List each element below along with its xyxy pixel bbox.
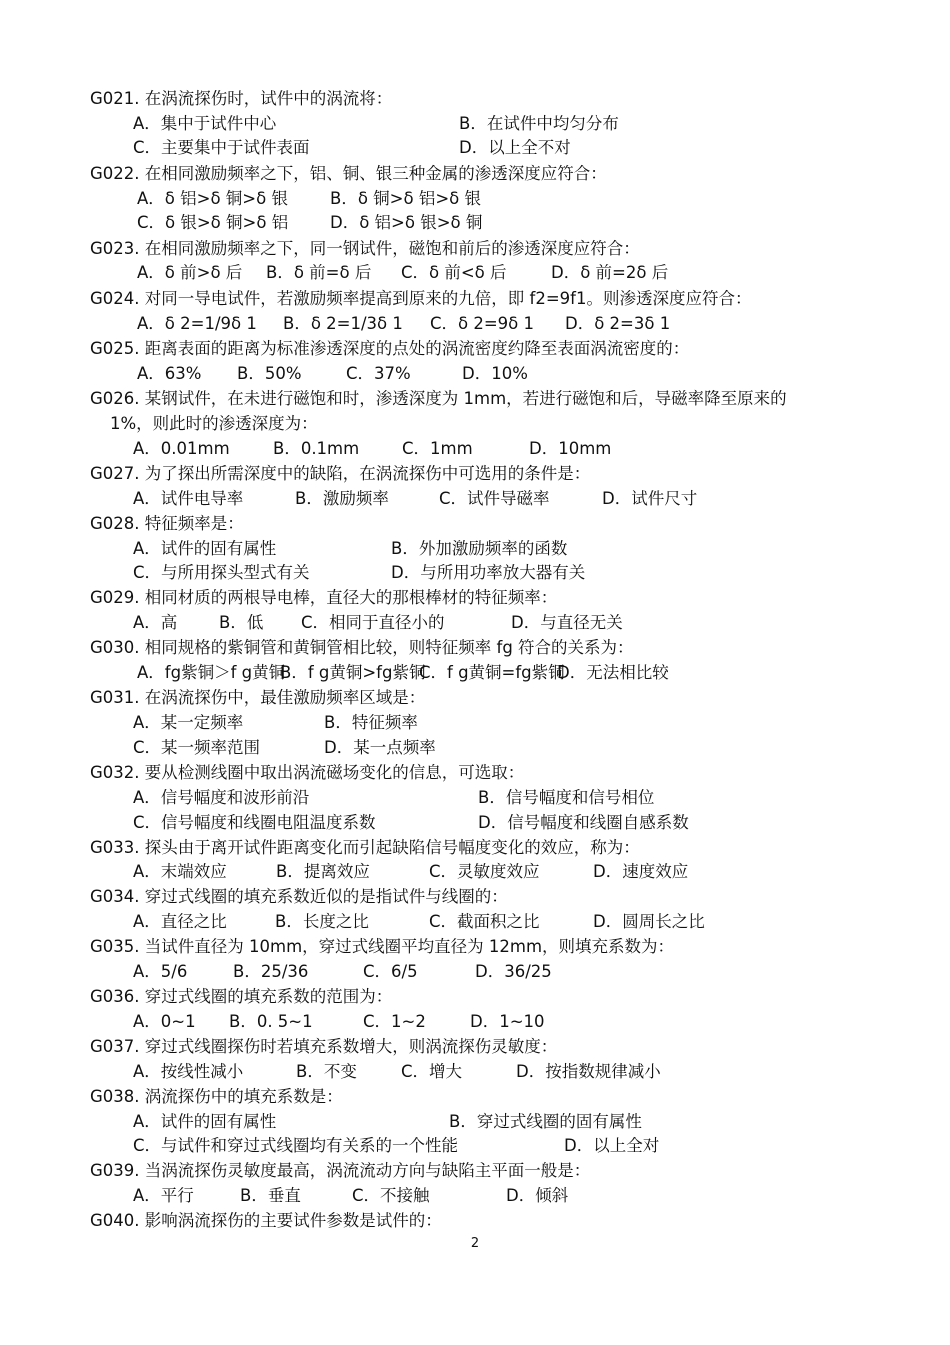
option-a: A．集中于试件中心 xyxy=(133,114,277,133)
option-c: C．截面积之比 xyxy=(429,912,540,931)
page-number: 2 xyxy=(470,1236,480,1251)
option-b: B．δ 2=1/3δ 1 xyxy=(283,314,403,333)
option-c: C．灵敏度效应 xyxy=(429,862,540,881)
question-g029: G029. 相同材质的两根导电棒，直径大的那根棒材的特征频率： xyxy=(90,588,558,607)
option-a: A．某一定频率 xyxy=(133,713,244,732)
option-b: B．垂直 xyxy=(240,1186,301,1205)
option-d: D．δ 前=2δ 后 xyxy=(551,263,669,282)
option-d: D．与所用功率放大器有关 xyxy=(391,563,586,582)
option-b: B．特征频率 xyxy=(324,713,418,732)
option-c: C．与试件和穿过式线圈均有关系的一个性能 xyxy=(133,1136,459,1155)
option-d: D．速度效应 xyxy=(593,862,689,881)
option-a: A．试件电导率 xyxy=(133,489,244,508)
question-g035: G035. 当试件直径为 10mm，穿过式线圈平均直径为 12mm，则填充系数为： xyxy=(90,937,675,956)
option-c: C．1mm xyxy=(402,439,473,458)
option-a: A．试件的固有属性 xyxy=(133,539,277,558)
option-b: B．外加激励频率的函数 xyxy=(391,539,568,558)
question-g024: G024. 对同一导电试件，若激励频率提高到原来的九倍，即 f2=9f1。则渗透深度应符合： xyxy=(90,289,752,308)
option-d: D．倾斜 xyxy=(506,1186,569,1205)
question-g031: G031. 在涡流探伤中，最佳激励频率区域是： xyxy=(90,688,426,707)
option-a: A．0.01mm xyxy=(133,439,230,458)
question-g026: G026. 某钢试件，在未进行磁饱和时，渗透深度为 1mm，若进行磁饱和后，导磁率降至原来的 xyxy=(90,389,787,408)
option-b: B．信号幅度和信号相位 xyxy=(478,788,655,807)
option-b: B．穿过式线圈的固有属性 xyxy=(449,1112,642,1131)
option-b: B．δ 铜>δ 铝>δ 银 xyxy=(330,189,481,208)
option-a: A．高 xyxy=(133,613,178,632)
option-d: D．δ 2=3δ 1 xyxy=(565,314,671,333)
option-d: D．10mm xyxy=(529,439,612,458)
option-d: D．某一点频率 xyxy=(324,738,436,757)
option-b: B．激励频率 xyxy=(295,489,389,508)
question-g021: G021. 在涡流探伤时，试件中的涡流将： xyxy=(90,89,393,108)
option-d: D．无法相比较 xyxy=(557,663,669,682)
option-d: D．10% xyxy=(462,364,528,383)
question-g038: G038. 涡流探伤中的填充系数是： xyxy=(90,1087,343,1106)
option-a: A．信号幅度和波形前沿 xyxy=(133,788,310,807)
option-c: C．相同于直径小的 xyxy=(301,613,445,632)
option-d: D．试件尺寸 xyxy=(602,489,698,508)
option-d: D．δ 铝>δ 银>δ 铜 xyxy=(330,213,483,232)
question-g025: G025. 距离表面的距离为标准渗透深度的点处的涡流密度约降至表面涡流密度的： xyxy=(90,339,690,358)
option-c: C．试件导磁率 xyxy=(439,489,550,508)
option-d: D．按指数规律减小 xyxy=(516,1062,661,1081)
option-c: C．某一频率范围 xyxy=(133,738,261,757)
question-g026-continued: 1%，则此时的渗透深度为： xyxy=(110,414,318,433)
option-a: A．δ 铝>δ 铜>δ 银 xyxy=(137,189,288,208)
option-c: C．δ 银>δ 铜>δ 铝 xyxy=(137,213,289,232)
option-b: B．25/36 xyxy=(233,962,309,981)
option-d: D．1~10 xyxy=(470,1012,545,1031)
option-d: D．信号幅度和线圈自感系数 xyxy=(478,813,689,832)
option-b: B．50% xyxy=(237,364,302,383)
question-g028: G028. 特征频率是： xyxy=(90,514,244,533)
question-g036: G036. 穿过式线圈的填充系数的范围为： xyxy=(90,987,393,1006)
option-d: D．以上全不对 xyxy=(459,138,571,157)
option-c: C．主要集中于试件表面 xyxy=(133,138,310,157)
option-b: B．不变 xyxy=(296,1062,357,1081)
option-b: B．δ 前=δ 后 xyxy=(266,263,372,282)
option-a: A．5/6 xyxy=(133,962,188,981)
option-c: C．δ 2=9δ 1 xyxy=(430,314,535,333)
option-c: C．不接触 xyxy=(352,1186,430,1205)
option-c: C．6/5 xyxy=(363,962,418,981)
option-a: A．按线性减小 xyxy=(133,1062,244,1081)
option-c: C．与所用探头型式有关 xyxy=(133,563,310,582)
option-a: A．δ 2=1/9δ 1 xyxy=(137,314,257,333)
option-b: B．0. 5~1 xyxy=(229,1012,313,1031)
option-c: C．δ 前<δ 后 xyxy=(401,263,507,282)
question-g023: G023. 在相同激励频率之下，同一钢试件，磁饱和前后的渗透深度应符合： xyxy=(90,239,640,258)
option-a: A．δ 前>δ 后 xyxy=(137,263,243,282)
option-a: A．fg紫铜＞f g黄铜 xyxy=(137,663,286,682)
question-g032: G032. 要从检测线圈中取出涡流磁场变化的信息，可选取： xyxy=(90,763,525,782)
option-b: B．0.1mm xyxy=(273,439,360,458)
option-a: A．直径之比 xyxy=(133,912,227,931)
option-a: A．0~1 xyxy=(133,1012,196,1031)
option-b: B．提离效应 xyxy=(276,862,370,881)
option-b: B．在试件中均匀分布 xyxy=(459,114,619,133)
question-g039: G039. 当涡流探伤灵敏度最高，涡流流动方向与缺陷主平面一般是： xyxy=(90,1161,591,1180)
question-g040: G040. 影响涡流探伤的主要试件参数是试件的： xyxy=(90,1211,442,1230)
question-g034: G034. 穿过式线圈的填充系数近似的是指试件与线圈的： xyxy=(90,887,508,906)
option-a: A．试件的固有属性 xyxy=(133,1112,277,1131)
option-d: D．36/25 xyxy=(475,962,552,981)
question-g022: G022. 在相同激励频率之下，铝、铜、银三种金属的渗透深度应符合： xyxy=(90,164,607,183)
question-g027: G027. 为了探出所需深度中的缺陷，在涡流探伤中可选用的条件是： xyxy=(90,464,591,483)
option-d: D．圆周长之比 xyxy=(593,912,705,931)
question-g033: G033. 探头由于离开试件距离变化而引起缺陷信号幅度变化的效应，称为： xyxy=(90,838,640,857)
option-c: C．增大 xyxy=(401,1062,463,1081)
option-c: C．1~2 xyxy=(363,1012,426,1031)
option-d: D．以上全对 xyxy=(564,1136,660,1155)
option-c: C．37% xyxy=(346,364,411,383)
option-c: C．f g黄铜=fg紫铜 xyxy=(419,663,565,682)
option-a: A．63% xyxy=(137,364,202,383)
question-g030: G030. 相同规格的紫铜管和黄铜管相比较，则特征频率 fg 符合的关系为： xyxy=(90,638,634,657)
option-c: C．信号幅度和线圈电阻温度系数 xyxy=(133,813,376,832)
option-d: D．与直径无关 xyxy=(511,613,623,632)
option-b: B．f g黄铜>fg紫铜 xyxy=(280,663,426,682)
option-a: A．末端效应 xyxy=(133,862,227,881)
question-g037: G037. 穿过式线圈探伤时若填充系数增大，则涡流探伤灵敏度： xyxy=(90,1037,558,1056)
option-a: A．平行 xyxy=(133,1186,194,1205)
option-b: B．长度之比 xyxy=(275,912,369,931)
option-b: B．低 xyxy=(219,613,264,632)
